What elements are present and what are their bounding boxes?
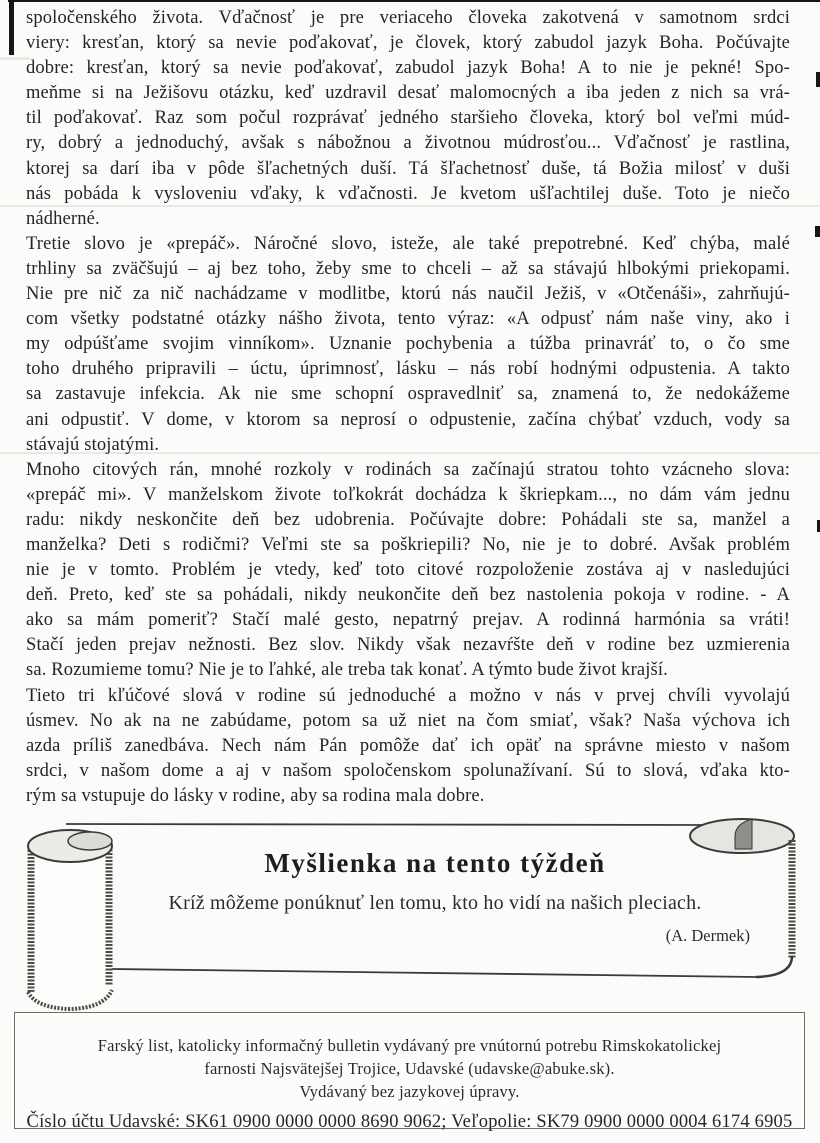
text-line: nie je v tomto. Problém je vtedy, keď toto citové rozpoloženie zostáva aj v nasledujúci [26,560,790,581]
text-line: manželka? Deti s rodičmi? Veľmi ste sa poškriepili? No, nie je to dobré. Avšak problém [26,534,790,555]
text-line: viery: kresťan, ktorý sa nevie poďakovať, je človek, ktorý zabudol jazyk Boha. Počúvajte [26,33,790,54]
text-line: spoločenského života. Vďačnosť je pre veriaceho človeka zakotvená v samotnom srdci [26,8,790,28]
text-line: azda príliš zanedbáva. Nech nám Pán pomôže dať ich opäť na správne miesto v našom [26,735,790,756]
thought-title: Myšlienka na tento týždeň [264,848,606,878]
scan-mark-right-1 [816,72,820,87]
text-line: sa zastavuje infekcia. Ak nie sme schopní ospravedlniť sa, znamená to, že nedokážeme [26,384,790,405]
imprint-box [14,1012,805,1132]
text-line: Tieto tri kľúčové slová v rodine sú jednoduché a možno v nás v prvej chvíli vyvolajú [26,685,790,706]
text-line: Stačí jeden prejav nežnosti. Bez slov. Nikdy však nezavŕšte deň v rodine bez uzmierenia [26,635,790,656]
thought-attribution: (A. Dermek) [665,926,750,945]
text-line: ako sa mám pomeriť? Stačí malé gesto, nepatrný prejav. A rodinná harmónia sa vráti! [26,610,790,631]
text-line: rým sa vstupuje do lásky v rodine, aby sa rodina mala dobre. [26,785,485,806]
text-line: toho druhého pripravili – úctu, úprimnosť, lásku – nás robí hodnými odpustenia. A takto [26,359,790,380]
text-line: nás pobáda k vysloveniu vďaky, k vďačnosti. Je kvetom ušľachtilej duše. Toto je niečo [26,183,790,204]
imprint-line: Farský list, katolicky informačný bulletin vydávaný pre vnútornú potrebu Rimskokatolickej [97,1036,722,1055]
imprint-line: farnosti Najsvätejšej Trojice, Udavské (udavske@abuke.sk). [204,1059,615,1078]
text-line: com všetky podstatné otázky nášho života, tento výraz: «A odpusť nám naše viny, ako i [26,309,790,330]
text-line: «prepáč mi». V manželskom živote toľkokrát dochádza k škriepkam..., no dám vám jednu [26,484,790,505]
text-line: trhliny sa zväčšujú – aj bez toho, žeby sme to chceli – až sa stávajú hlbokými priekopami. [26,258,790,279]
text-line: Nie pre nič za nič nachádzame v modlitbe, ktorú nás naučil Ježiš, v «Otčenáši», zahrňujú- [26,284,790,305]
text-line: Mnoho citových rán, mnohé rozkoly v rodinách sa začínajú stratou tohto vzácneho slova: [26,459,790,480]
text-line: ktorej sa darí iba v pôde šľachetných duší. Tá šľachetnosť duše, tá Božia milosť v duši [26,158,790,179]
scan-edge-left [9,2,14,55]
thought-quote: Kríž môžeme ponúknuť len tomu, kto ho vidí na našich pleciach. [168,892,702,914]
text-line: úsmev. No ak na ne zabúdame, potom sa už niet na čom smiať, však? Naša výchova ich [26,710,790,731]
text-line: ani odpustiť. V dome, v ktorom sa neprosí o odpustenie, začína chýbať vzduch, vody sa [26,409,790,430]
text-line: my odpúšťame svojim vinníkom». Uznanie pochybenia a túžba prinavráť to, o čo sme [26,334,790,355]
account-numbers: Číslo účtu Udavské: SK61 0900 0000 0000 8690 9062; Veľopolie: SK79 0900 0000 0004 6174 6905 [26,1112,793,1132]
text-line: nádherné. [26,208,100,229]
text-line: Tretie slovo je «prepáč». Náročné slovo, isteže, ale také prepotrebné. Keď chýba, malé [26,233,790,254]
text-line: srdci, v našom dome a aj v našom spoločenskom spolunažívaní. Sú to slová, vďaka kto- [26,760,790,781]
thought-of-week-banner [0,806,820,1018]
article-text [26,6,790,809]
text-line: dobre: kresťan, ktorý sa nevie poďakovať, zabudol jazyk Boha! A to nie je pekné! Spo- [26,58,790,79]
text-line: stávajú stojatými. [26,434,160,455]
text-line: ry, dobrý a jednoduchý, avšak s nábožnou a životnou múdrosťou... Vďačnosť je rastlina, [26,133,790,154]
imprint-line: Vydávaný bez jazykovej úpravy. [299,1082,520,1101]
text-line: deň. Preto, keď ste sa pohádali, nikdy neukončite deň bez nastolenia pokoja v rodine. - A [26,585,790,606]
text-line: meňme si na Ježišovu otázku, keď uzdravil desať malomocných a iba jeden z nich sa vrá- [26,83,790,104]
text-line: til poďakovať. Raz som počul rozprávať jedného staršieho človeka, ktorý bol veľmi múd- [26,108,790,129]
scan-edge-top [8,0,820,2]
text-line: radu: nikdy neskončite deň bez udobrenia. Počúvajte dobre: Pohádali ste sa, manžel a [26,509,790,530]
scan-mark-right-2 [815,226,820,237]
text-line: sa. Rozumieme tomu? Nie je to ľahké, ale treba tak konať. A týmto bude život krajší. [26,660,668,681]
